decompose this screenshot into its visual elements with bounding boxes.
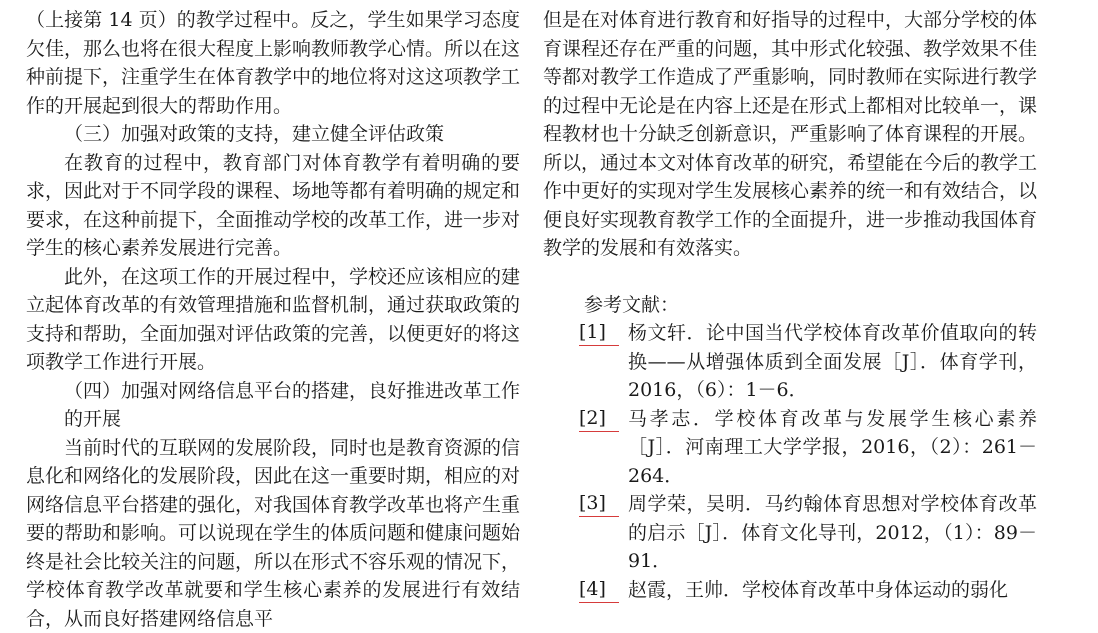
references-title: 参考文献： <box>543 291 1037 320</box>
reference-number: [1] <box>579 319 619 346</box>
reference-number: [2] <box>579 405 619 432</box>
reference-list <box>543 319 1037 604</box>
reference-item <box>543 405 1037 491</box>
body-paragraph: 在教育的过程中，教育部门对体育教学有着明确的要求，因此对于不同学段的课程、场地等都有着明确的规定和要求，在这种前提下，全面推动学校的改革工作，进一步对学生的核心素养发展进行完善。 <box>26 149 520 263</box>
body-paragraph: 但是在对体育进行教育和好指导的过程中，大部分学校的体育课程还存在严重的问题，其中形式化较强、教学效果不佳等都对教学工作造成了严重影响，同时教师在实际进行教学的过程中无论是在内容上还是在形式上都相对比较单一，课程教材也十分缺乏创新意识，严重影响了体育课程的开展。所以，通过本文对体育改革的研究，希望能在今后的教学工作中更好的实现对学生发展核心素养的统一和有效结合，以便良好实现教育教学工作的全面提升，进一步推动我国体育教学的发展和有效落实。 <box>543 6 1037 263</box>
body-paragraph: （上接第 14 页）的教学过程中。反之，学生如果学习态度欠佳，那么也将在很大程度上影响教师教学心情。所以在这种前提下，注重学生在体育教学中的地位将对这这项教学工作的开展起到很大的帮助作用。 <box>26 6 520 120</box>
body-paragraph: 当前时代的互联网的发展阶段，同时也是教育资源的信息化和网络化的发展阶段，因此在这一重要时期，相应的对网络信息平台搭建的强化，对我国体育教学改革也将产生重要的帮助和影响。可以说现在学生的体质问题和健康问题始终是社会比较关注的问题，所以在形式不容乐观的情况下，学校体育教学改革就要和学生核心素养的发展进行有效结合，从而良好搭建网络信息平 <box>26 434 520 633</box>
reference-text: 赵霞，王帅．学校体育改革中身体运动的弱化 <box>628 579 1008 601</box>
reference-item <box>543 319 1037 405</box>
body-paragraph: 此外，在这项工作的开展过程中，学校还应该相应的建立起体育改革的有效管理措施和监督机制，通过获取政策的支持和帮助，全面加强对评估政策的完善，以便更好的将这项教学工作进行开展。 <box>26 263 520 377</box>
reference-number: [4] <box>579 576 619 603</box>
reference-item <box>543 576 1037 605</box>
left-column <box>26 6 520 633</box>
section-heading-4: （四）加强对网络信息平台的搭建，良好推进改革工作的开展 <box>26 377 520 434</box>
reference-text: 马孝志．学校体育改革与发展学生核心素养［J］．河南理工大学学报，2016，（2）：261－264． <box>628 408 1037 487</box>
section-heading-3: （三）加强对政策的支持，建立健全评估政策 <box>26 120 520 149</box>
right-column <box>543 6 1037 604</box>
reference-item <box>543 490 1037 576</box>
reference-number: [3] <box>579 490 619 517</box>
reference-text: 杨文轩．论中国当代学校体育改革价值取向的转换——从增强体质到全面发展［J］．体育学刊，2016，（6）：1－6． <box>628 322 1037 401</box>
reference-text: 周学荣，吴明．马约翰体育思想对学校体育改革的启示［J］．体育文化导刊，2012，（1）：89－91． <box>628 493 1037 572</box>
